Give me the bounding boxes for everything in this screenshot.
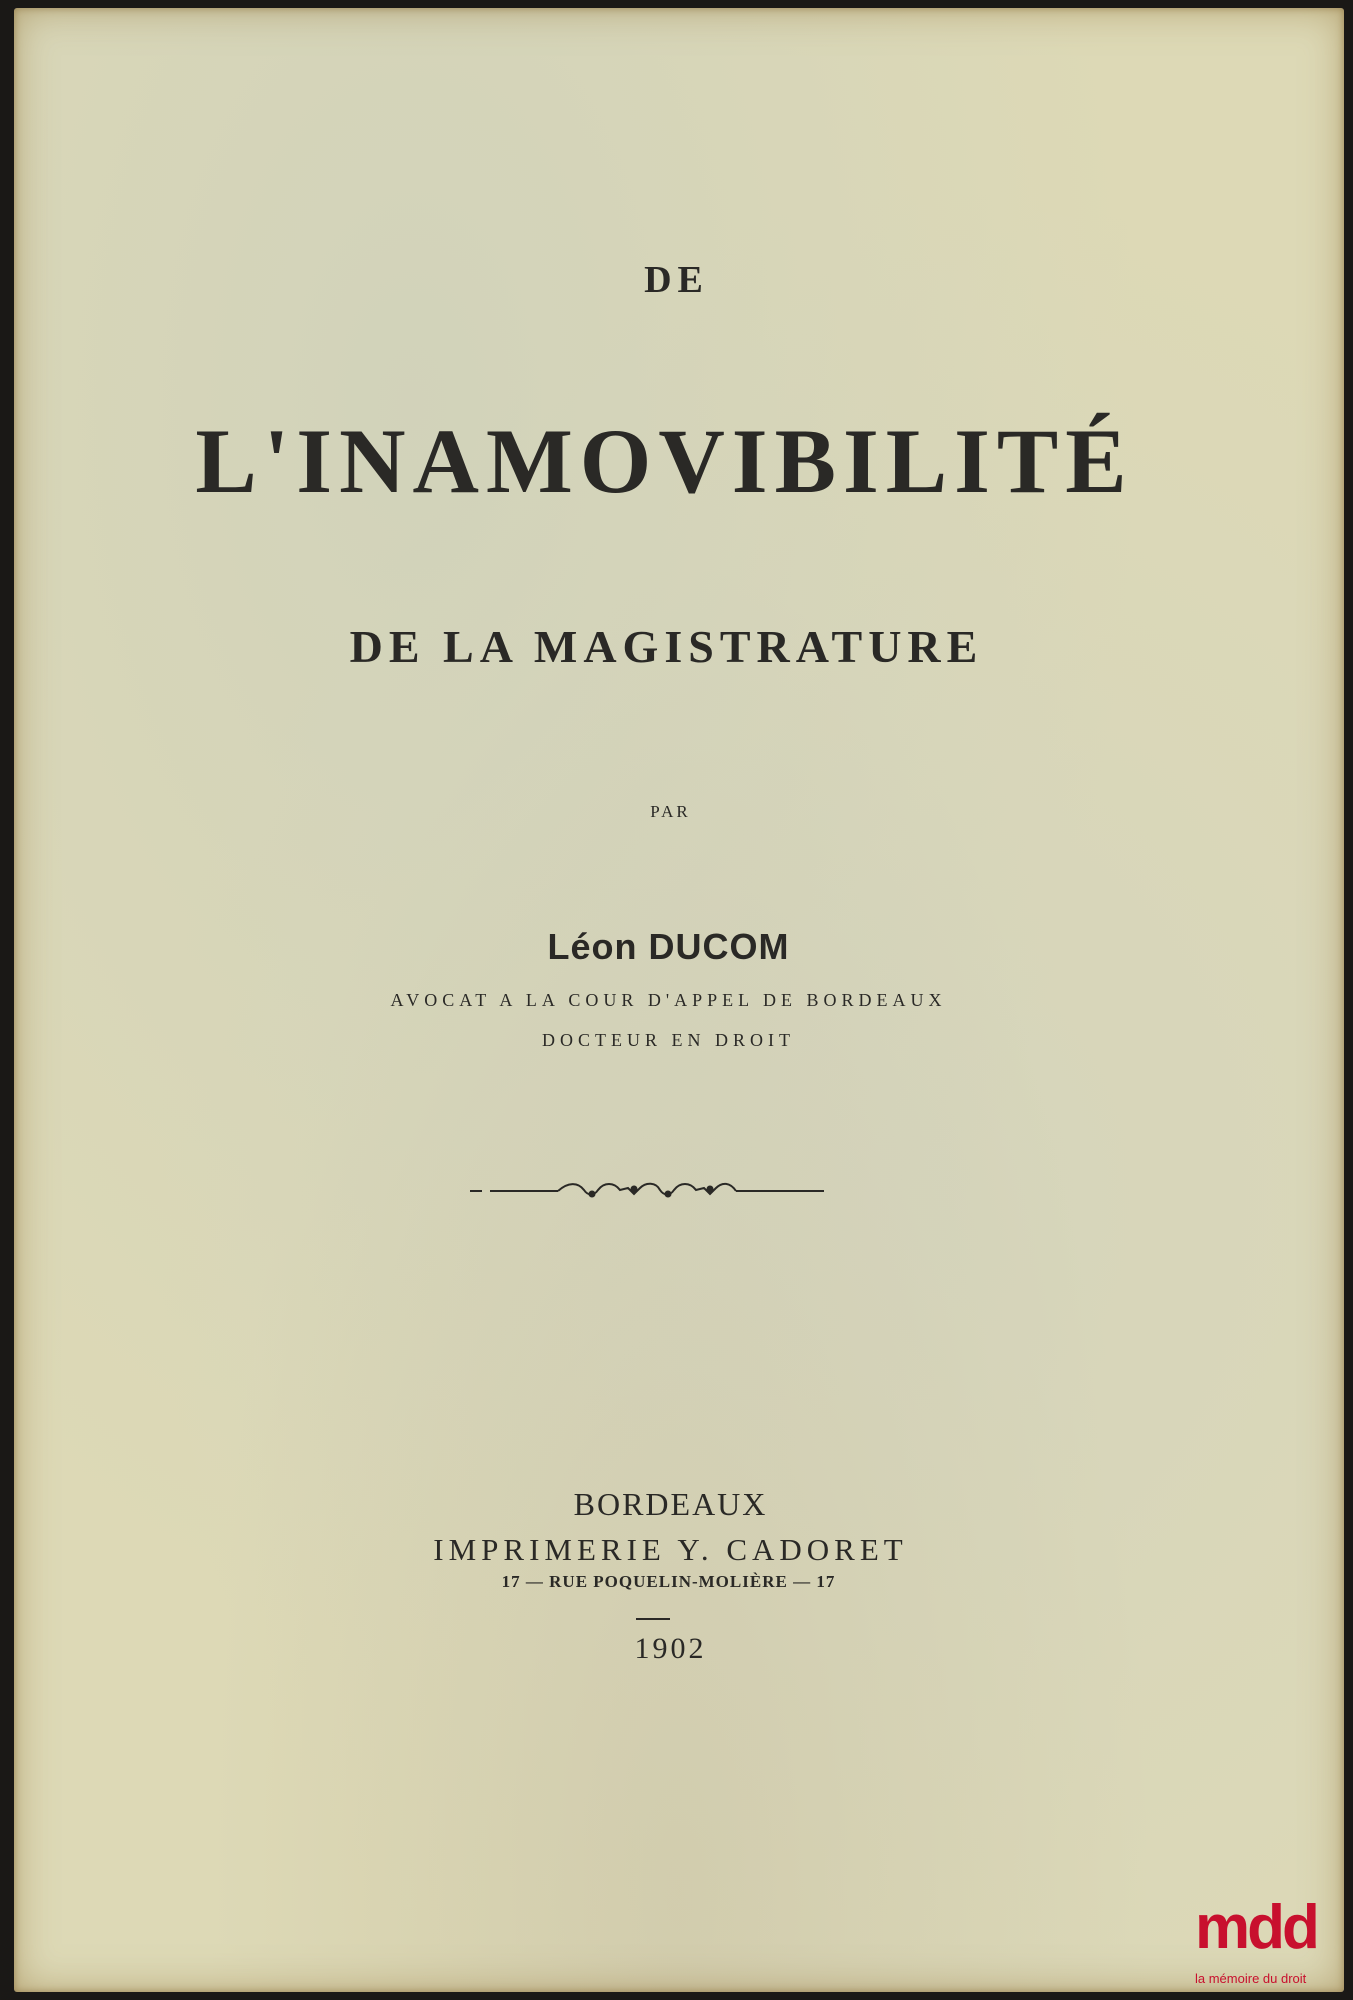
imprint-printer: IMPRIMERIE Y. CADORET xyxy=(433,1532,908,1567)
title-prefix: DE xyxy=(644,259,709,301)
author-qualification: AVOCAT A LA COUR D'APPEL DE BORDEAUX xyxy=(390,990,947,1010)
imprint-address: 17 — RUE POQUELIN-MOLIÈRE — 17 xyxy=(501,1572,836,1591)
book-title: L'INAMOVIBILITÉ xyxy=(195,410,1134,512)
logo-tagline: la mémoire du droit xyxy=(1195,1971,1307,1986)
author-qualification: DOCTEUR EN DROIT xyxy=(542,1030,795,1050)
ornament-divider-icon xyxy=(468,1176,826,1206)
by-label: PAR xyxy=(650,802,691,821)
imprint-city: BORDEAUX xyxy=(573,1486,768,1522)
divider-rule xyxy=(636,1618,670,1620)
book-subtitle: DE LA MAGISTRATURE xyxy=(349,621,984,672)
mdd-logo xyxy=(1195,1893,1345,2000)
author-name: Léon DUCOM xyxy=(547,926,790,967)
publication-year: 1902 xyxy=(634,1632,707,1665)
logo-wordmark: mdd xyxy=(1195,1893,1317,1962)
